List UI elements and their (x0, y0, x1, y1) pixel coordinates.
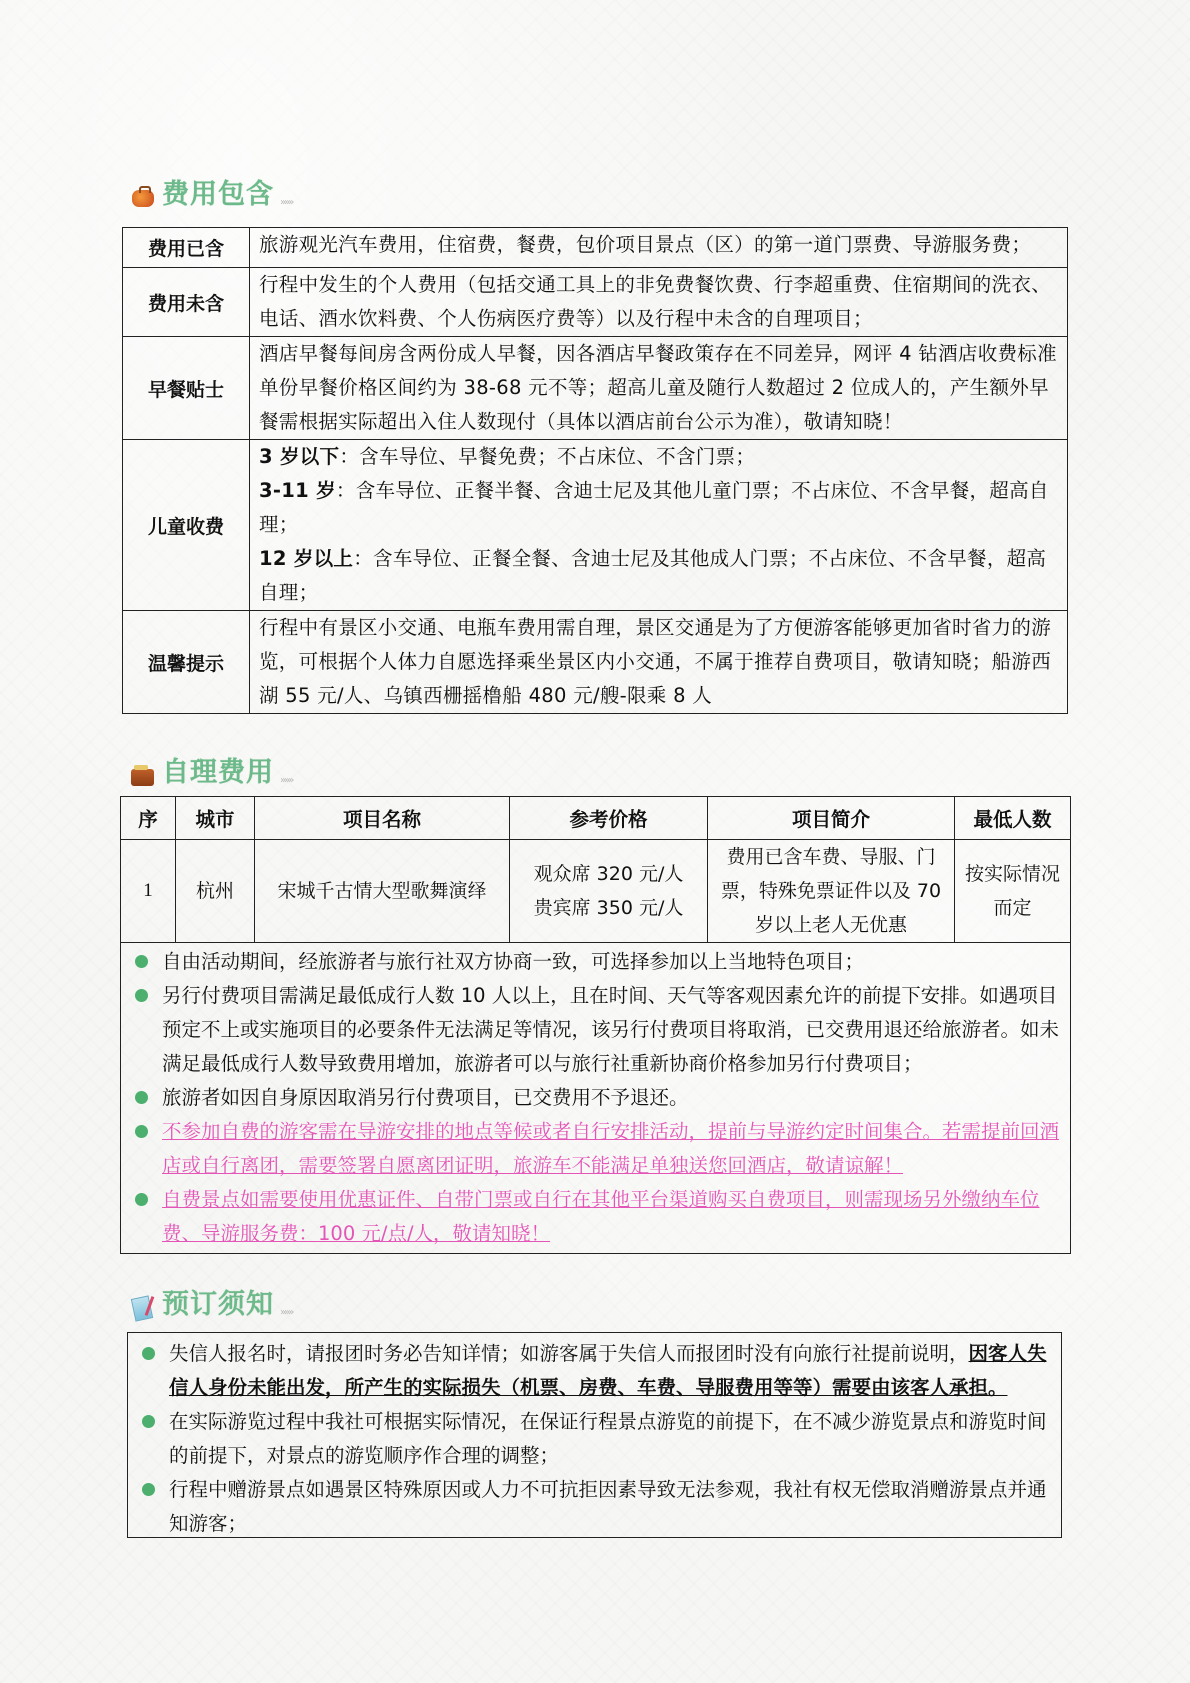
fee-line-text: 酒店早餐每间房含两份成人早餐，因各酒店早餐政策存在不同差异，网评 4 钻酒店收费标准单份早餐价格区间约为 38-68 元不等；超高儿童及随行人数超过 2 位成人的，产生额外早餐需根据实际超出入住人数现付（具体以酒店前台公示为准），敬请知晓！ (259, 342, 1057, 433)
booking-note-content (169, 1337, 1053, 1405)
booking-note-text: 在实际游览过程中我社可根据实际情况，在保证行程景点游览的前提下，在不减少游览景点和游览时间的前提下，对景点的游览顺序作合理的调整； (169, 1410, 1047, 1467)
bullet-icon (135, 1091, 148, 1104)
fee-row-header: 费用未含 (123, 268, 250, 337)
section-title-label: 自理费用 (162, 757, 274, 788)
column-header-intro: 项目简介 (708, 797, 955, 840)
fee-row (123, 611, 1068, 714)
age-group-label: 3-11 岁 (259, 479, 336, 502)
fee-row-header: 温馨提示 (123, 611, 250, 714)
fee-row-content (250, 440, 1068, 611)
fee-row (123, 228, 1068, 268)
table-header-row (121, 797, 1071, 840)
fee-line-text: ：含车导位、正餐全餐、含迪士尼及其他成人门票；不占床位、不含早餐，超高自理； (259, 547, 1047, 604)
fee-line-text: ：含车导位、正餐半餐、含迪士尼及其他儿童门票；不占床位、不含早餐，超高自理； (259, 479, 1049, 536)
note-item (131, 1183, 1070, 1251)
fee-row (123, 268, 1068, 337)
notepad-icon (130, 1294, 156, 1320)
note-text: 旅游者如因自身原因取消另行付费项目，已交费用不予退还。 (162, 1086, 689, 1109)
fee-row-header: 早餐贴士 (123, 337, 250, 440)
note-text: 另行付费项目需满足最低成行人数 10 人以上，且在时间、天气等客观因素允许的前提下安排。如遇项目预定不上或实施项目的必要条件无法满足等情况，该另行付费项目将取消，已交费用退还给旅游者。如未满足最低成行人数导致费用增加，旅游者可以与旅行社重新协商价格参加另行付费项目； (162, 984, 1060, 1075)
bullet-icon (135, 1125, 148, 1138)
arrows-decoration: »»» (280, 1307, 293, 1318)
booking-note-item (138, 1337, 1053, 1405)
age-group-label: 12 岁以上 (259, 547, 354, 570)
fee-row-content (250, 611, 1068, 714)
row-intro: 费用已含车费、导服、门票，特殊免票证件以及 70 岁以上老人无优惠 (708, 840, 955, 943)
fee-line-text: ：含车导位、早餐免费；不占床位、不含门票； (339, 445, 756, 468)
fee-line (259, 474, 1058, 542)
bullet-icon (142, 1483, 155, 1496)
row-index: 1 (121, 840, 176, 943)
fee-line (259, 228, 1058, 262)
section-title-self-paid (130, 758, 292, 788)
arrows-decoration: »»» (280, 775, 293, 786)
note-item (131, 1115, 1070, 1183)
note-text: 自费景点如需要使用优惠证件、自带门票或自行在其他平台渠道购买自费项目，则需现场另外缴纳车位费、导游服务费：100 元/点/人，敬请知晓！ (162, 1188, 1040, 1245)
self-paid-table (120, 796, 1071, 1254)
booking-note-emphasis: 因客人失信人身份未能出发，所产生的实际损失（机票、房费、车费、导服费用等等）需要由该客人承担。 (169, 1342, 1047, 1399)
table-row (121, 840, 1071, 943)
column-header-city: 城市 (176, 797, 255, 840)
notes-list (121, 943, 1071, 1254)
booking-notes-box (127, 1332, 1062, 1538)
row-project-name: 宋城千古情大型歌舞演绎 (255, 840, 510, 943)
column-header-price: 参考价格 (510, 797, 708, 840)
notes-row (121, 943, 1071, 1254)
price-line: 贵宾席 350 元/人 (533, 897, 684, 919)
row-city: 杭州 (176, 840, 255, 943)
section-title-fee-included (130, 180, 292, 210)
fee-row-header: 儿童收费 (123, 440, 250, 611)
fee-line (259, 268, 1058, 336)
booking-note-item (138, 1473, 1053, 1541)
booking-note-text: 失信人报名时，请报团时务必告知详情；如游客属于失信人而报团时没有向旅行社提前说明， (169, 1342, 969, 1365)
booking-note-text: 行程中赠游景点如遇景区特殊原因或人力不可抗拒因素导致无法参观，我社有权无偿取消赠游景点并通知游客； (169, 1478, 1047, 1535)
fee-row-header: 费用已含 (123, 228, 250, 268)
booking-note-content (169, 1405, 1053, 1473)
fee-row-content (250, 268, 1068, 337)
fee-row-content (250, 337, 1068, 440)
section-title-label: 费用包含 (162, 179, 274, 210)
fee-line-text: 行程中有景区小交通、电瓶车费用需自理，景区交通是为了方便游客能够更加省时省力的游览，可根据个人体力自愿选择乘坐景区内小交通，不属于推荐自费项目，敬请知晓；船游西湖 55 元/人、乌镇西栅摇橹船 480 元/艘-限乘 8 人 (259, 616, 1052, 707)
fee-line (259, 611, 1058, 713)
note-item (131, 1081, 1070, 1115)
fee-row (123, 337, 1068, 440)
bullet-icon (142, 1347, 155, 1360)
column-header-name: 项目名称 (255, 797, 510, 840)
age-group-label: 3 岁以下 (259, 445, 340, 468)
bullet-icon (135, 989, 148, 1002)
booking-note-content (169, 1473, 1053, 1541)
note-item (131, 979, 1070, 1081)
fee-line (259, 337, 1058, 439)
fee-line (259, 440, 1058, 474)
fee-line (259, 542, 1058, 610)
section-title-booking (130, 1290, 292, 1320)
booking-note-item (138, 1405, 1053, 1473)
fee-table (122, 227, 1068, 714)
fee-line-text: 旅游观光汽车费用，住宿费，餐费，包价项目景点（区）的第一道门票费、导游服务费； (259, 233, 1032, 256)
fee-row-content (250, 228, 1068, 268)
fee-row (123, 440, 1068, 611)
row-min-people: 按实际情况而定 (955, 840, 1071, 943)
price-line: 观众席 320 元/人 (533, 863, 684, 885)
row-price (510, 840, 708, 943)
arrows-decoration: »»» (280, 197, 293, 208)
column-header-min-people: 最低人数 (955, 797, 1071, 840)
fee-line-text: 行程中发生的个人费用（包括交通工具上的非免费餐饮费、行李超重费、住宿期间的洗衣、电话、酒水饮料费、个人伤病医疗费等）以及行程中未含的自理项目； (259, 273, 1052, 330)
suitcase-icon (130, 184, 156, 210)
note-text: 自由活动期间，经旅游者与旅行社双方协商一致，可选择参加以上当地特色项目； (162, 950, 865, 973)
bullet-icon (135, 1193, 148, 1206)
wallet-icon (130, 762, 156, 788)
note-item (131, 945, 1070, 979)
section-title-label: 预订须知 (162, 1289, 274, 1320)
bullet-icon (142, 1415, 155, 1428)
column-header-index: 序 (121, 797, 176, 840)
bullet-icon (135, 955, 148, 968)
note-text: 不参加自费的游客需在导游安排的地点等候或者自行安排活动，提前与导游约定时间集合。若需提前回酒店或自行离团，需要签署自愿离团证明，旅游车不能满足单独送您回酒店，敬请谅解！ (162, 1120, 1060, 1177)
